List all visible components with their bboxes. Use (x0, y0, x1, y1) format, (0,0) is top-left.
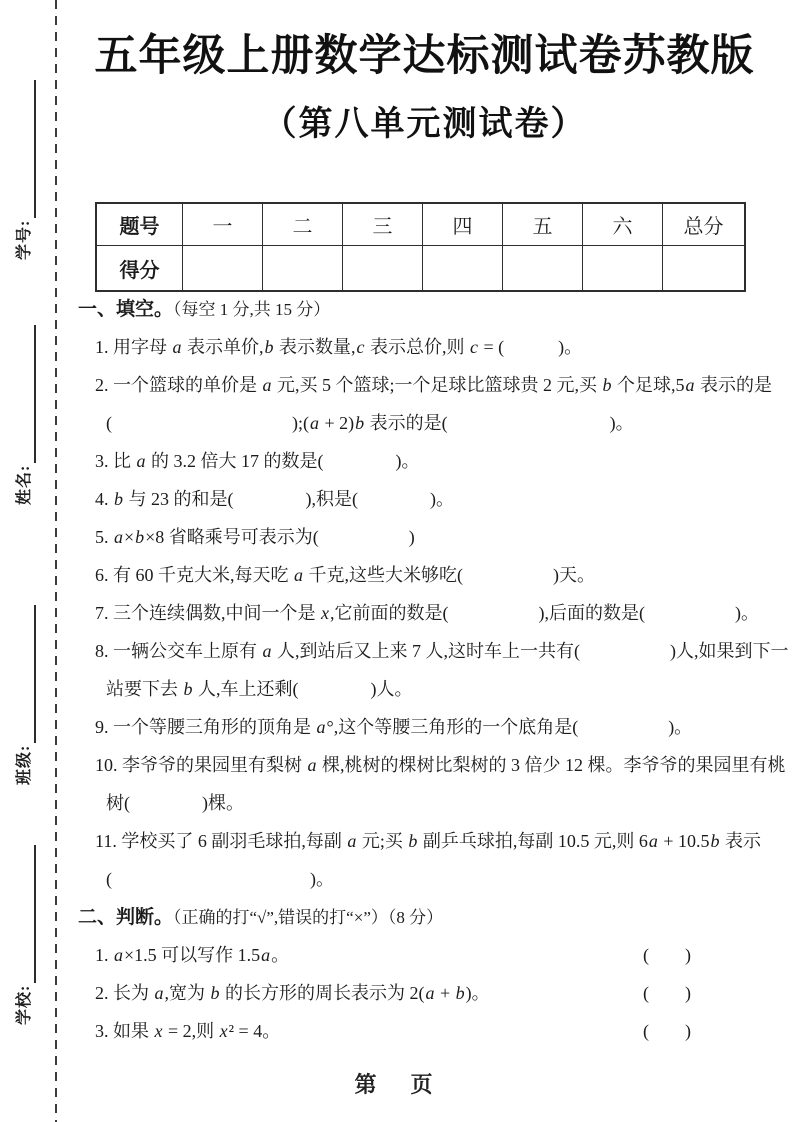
score-cell (503, 246, 583, 292)
fill-section-heading: 一、填空。（每空 1 分,共 15 分） (78, 299, 331, 320)
fill-question-3: 3. 比 a 的 3.2 倍大 17 的数是( )。 (95, 451, 420, 471)
score-cell (183, 246, 263, 292)
name-blank-line (16, 325, 36, 463)
answer-blank: ( ) (643, 983, 691, 1003)
score-cell (263, 246, 343, 292)
fill-question-5: 5. a×b×8 省略乘号可表示为( ) (95, 527, 415, 547)
fill-question-10: 10. 李爷爷的果园里有梨树 a 棵,桃树的棵树比梨树的 3 倍少 12 棵。李爷爷的果园里有桃 (95, 755, 786, 775)
score-table-col: 五 (503, 203, 583, 246)
page-subtitle: （第八单元测试卷） (262, 105, 587, 143)
fill-question-8: 8. 一辆公交车上原有 a 人,到站后又上来 7 人,这时车上一共有( )人,如果到下一 (95, 641, 789, 661)
fill-question-2: 2. 一个篮球的单价是 a 元,买 5 个篮球;一个足球比篮球贵 2 元,买 b 个足球,5a 表示的是 (95, 375, 772, 395)
fill-question-7: 7. 三个连续偶数,中间一个是 x,它前面的数是( ),后面的数是( )。 (95, 603, 759, 623)
question-body (78, 290, 790, 1050)
fill-question-11: 11. 学校买了 6 副羽毛球拍,每副 a 元;买 b 副乒乓球拍,每副 10.5 元,则 6a + 10.5b 表示 (95, 831, 762, 851)
judge-question-text: 1. a×1.5 可以写作 1.5a。 (95, 945, 290, 965)
class-blank-line (16, 605, 36, 743)
fill-question-8-cont: 站要下去 b 人,车上还剩( )人。 (106, 679, 413, 699)
fill-question-10-cont: 树( )棵。 (106, 793, 244, 813)
margin-field-school (14, 835, 36, 1025)
fill-question-11-cont: ( )。 (106, 869, 334, 889)
judge-question-3 (78, 1012, 790, 1050)
judge-question-2 (78, 974, 790, 1012)
score-cell (423, 246, 503, 292)
school-blank-line (16, 845, 36, 983)
fill-question-6: 6. 有 60 千克大米,每天吃 a 千克,这些大米够吃( )天。 (95, 565, 595, 585)
student-id-label: 学号: (16, 219, 33, 260)
fill-question-4: 4. b 与 23 的和是( ),积是( )。 (95, 489, 454, 509)
score-table-col-total: 总分 (663, 203, 746, 246)
name-label: 姓名: (16, 464, 33, 505)
score-cell (583, 246, 663, 292)
fill-question-2-cont: ( );(a + 2)b 表示的是( )。 (106, 413, 634, 433)
page-footer: 第 页 (354, 1072, 439, 1097)
answer-blank: ( ) (643, 1021, 691, 1041)
judge-question-text: 3. 如果 x = 2,则 x² = 4。 (95, 1021, 281, 1041)
judge-section-heading: 二、判断。（正确的打“√”,错误的打“×”）（8 分） (78, 907, 444, 928)
binding-dashed-line (55, 0, 57, 1122)
class-label: 班级: (16, 744, 33, 785)
page-title: 五年级上册数学达标测试卷苏教版 (94, 32, 755, 80)
fill-question-9: 9. 一个等腰三角形的顶角是 a°,这个等腰三角形的一个底角是( )。 (95, 717, 693, 737)
score-table-score-head: 得分 (96, 246, 183, 292)
score-table-score-row (96, 246, 745, 292)
score-table-col: 一 (183, 203, 263, 246)
score-cell (663, 246, 746, 292)
margin-field-name (14, 315, 36, 505)
answer-blank: ( ) (643, 945, 691, 965)
score-table-question-no-head: 题号 (96, 203, 183, 246)
judge-question-text: 2. 长为 a,宽为 b 的长方形的周长表示为 2(a + b)。 (95, 983, 490, 1003)
score-table-col: 四 (423, 203, 503, 246)
score-table-col: 三 (343, 203, 423, 246)
margin-field-student-id (14, 70, 36, 260)
fill-question-1: 1. 用字母 a 表示单价,b 表示数量,c 表示总价,则 c = ( )。 (95, 337, 583, 357)
margin-field-class (14, 595, 36, 785)
school-label: 学校: (16, 984, 33, 1025)
judge-question-1 (78, 936, 790, 974)
score-table-col: 六 (583, 203, 663, 246)
score-table (95, 202, 746, 292)
student-id-blank-line (16, 80, 36, 218)
score-table-col: 二 (263, 203, 343, 246)
score-cell (343, 246, 423, 292)
score-table-header-row (96, 203, 745, 246)
